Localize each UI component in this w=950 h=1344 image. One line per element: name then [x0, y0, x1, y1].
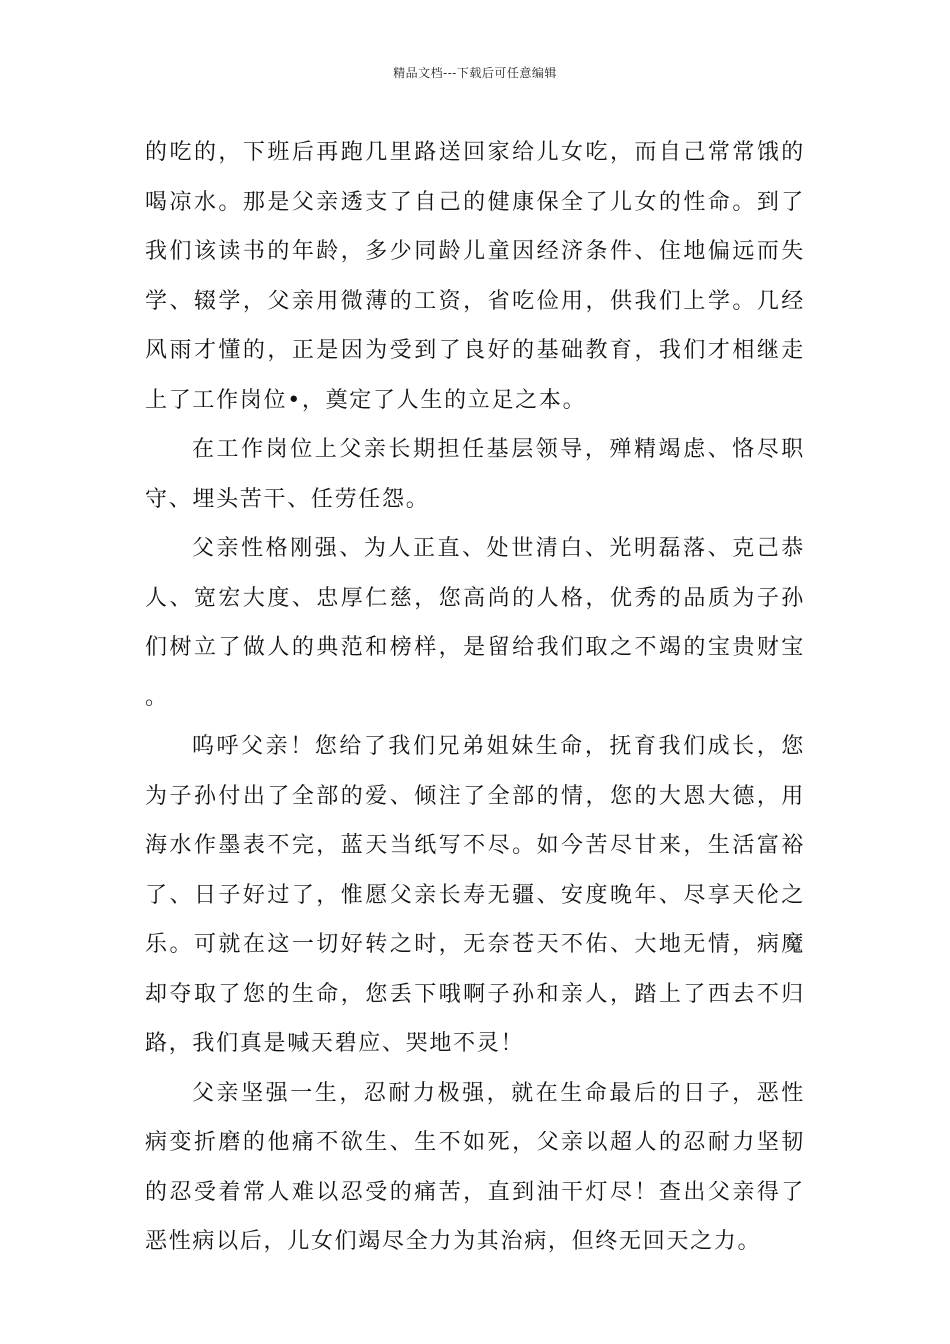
page-header: 精品文档---下载后可任意编辑 — [393, 66, 557, 80]
paragraph-4: 呜呼父亲！您给了我们兄弟姐妹生命，抚育我们成长，您为子孙付出了全部的爱、倾注了全部的情，您的大恩大德，用海水作墨表不完，蓝天当纸写不尽。如今苦尽甘来，生活富裕了、日子好过了，惟愿父亲长寿无疆、安度晚年、尽享天伦之乐。可就在这一切好转之时，无奈苍天不佑、大地无情，病魔却夺取了您的生命，您丢下哦啊子孙和亲人，踏上了西去不归路，我们真是喊天碧应、哭地不灵！ — [145, 734, 805, 1056]
document-body — [145, 128, 805, 1267]
paragraph-3: 父亲性格刚强、为人正直、处世清白、光明磊落、克己恭人、宽宏大度、忠厚仁慈，您高尚的人格，优秀的品质为子孙们树立了做人的典范和榜样，是留给我们取之不竭的宝贵财宝。 — [145, 536, 805, 710]
paragraph-2: 在工作岗位上父亲长期担任基层领导，殚精竭虑、恪尽职守、埋头苦干、任劳任怨。 — [145, 437, 805, 512]
paragraph-1: 的吃的，下班后再跑几里路送回家给儿女吃，而自己常常饿的喝凉水。那是父亲透支了自己的健康保全了儿女的性命。到了我们该读书的年龄，多少同龄儿童因经济条件、住地偏远而失学、辍学，父亲用微薄的工资，省吃俭用，供我们上学。几经风雨才懂的，正是因为受到了良好的基础教育，我们才相继走上了工作岗位•，奠定了人生的立足之本。 — [145, 140, 805, 413]
paragraph-5: 父亲坚强一生，忍耐力极强，就在生命最后的日子，恶性病变折磨的他痛不欲生、生不如死，父亲以超人的忍耐力坚韧的忍受着常人难以忍受的痛苦，直到油干灯尽！查出父亲得了恶性病以后，儿女们竭尽全力为其治病，但终无回天之力。 — [145, 1080, 805, 1254]
